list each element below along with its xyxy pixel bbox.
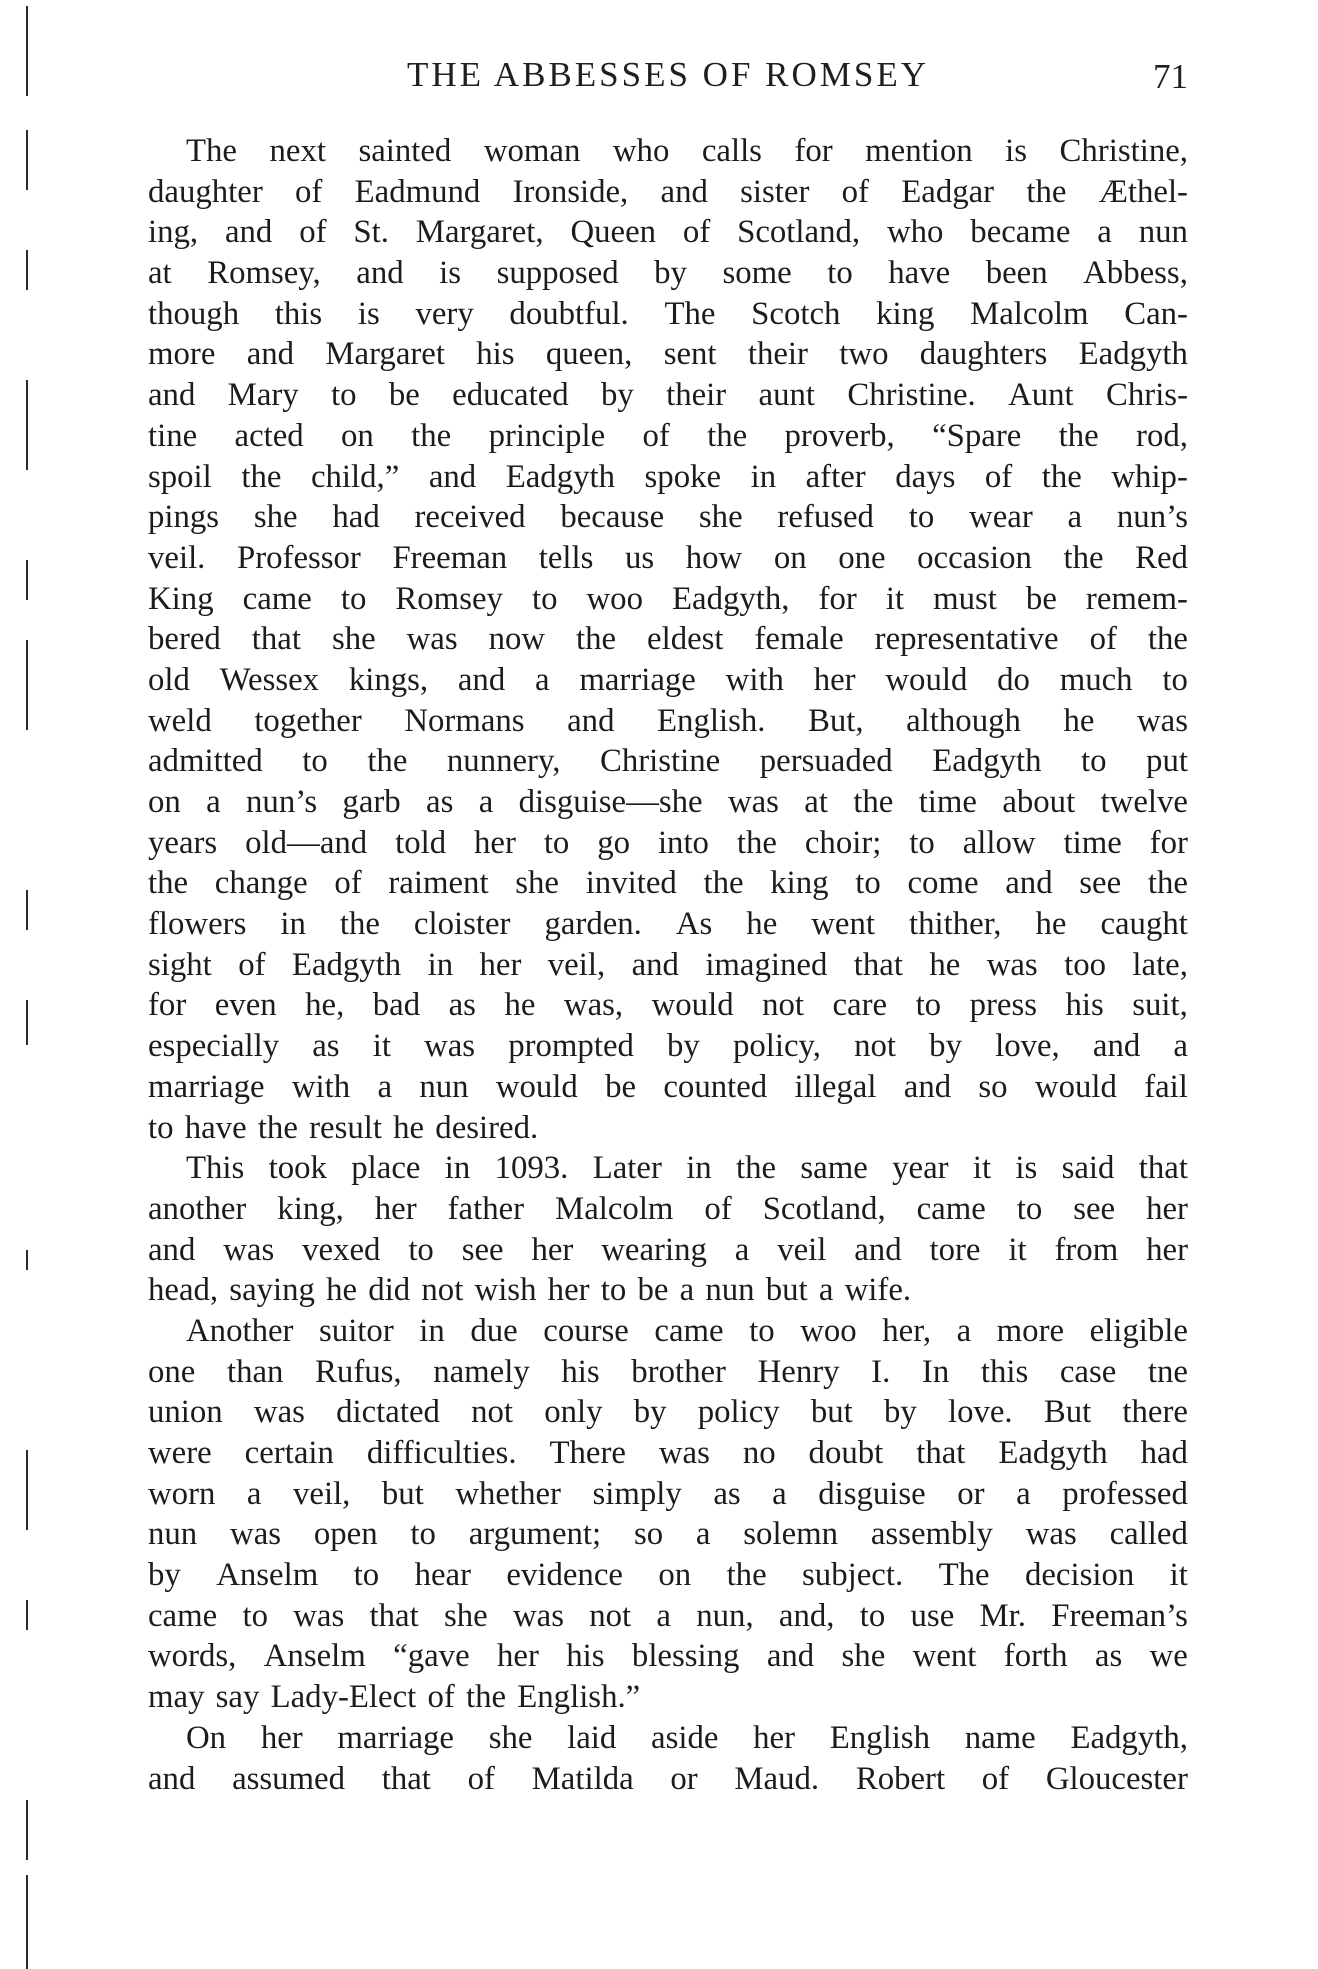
page-edge-mark bbox=[26, 1000, 28, 1045]
text-line: head, saying he did not wish her to be a nun but a wife. bbox=[148, 1272, 912, 1309]
text-line: especially as it was prompted by policy, not by love, and a bbox=[148, 1028, 1188, 1065]
text-line: The next sainted woman who calls for mention is Christine, bbox=[186, 133, 1188, 169]
text-line: flowers in the cloister garden. As he went thither, he caught bbox=[148, 906, 1188, 943]
text-line: worn a veil, but whether simply as a disguise or a professed bbox=[148, 1475, 1188, 1512]
text-line: the change of raiment she invited the king to come and see the bbox=[148, 865, 1188, 902]
text-line: This took place in 1093. Later in the same year it is said that bbox=[186, 1150, 1188, 1187]
page-edge-mark bbox=[26, 250, 28, 290]
page-edge-mark bbox=[26, 1450, 28, 1530]
page-edge-mark bbox=[26, 1875, 28, 1969]
text-line: at Romsey, and is supposed by some to have been Abbess, bbox=[148, 255, 1188, 292]
text-line: Another suitor in due course came to woo her, a more eligible bbox=[186, 1312, 1188, 1349]
text-line: and was vexed to see her wearing a veil and tore it from her bbox=[148, 1231, 1188, 1268]
page-edge-mark bbox=[26, 1800, 28, 1860]
text-line: old Wessex kings, and a marriage with her would do much to bbox=[148, 661, 1188, 698]
text-line: may say Lady-Elect of the English.” bbox=[148, 1679, 641, 1716]
text-line: marriage with a nun would be counted illegal and so would fail bbox=[148, 1068, 1188, 1105]
text-line: years old—and told her to go into the choir; to allow time for bbox=[148, 824, 1188, 861]
text-line: more and Margaret his queen, sent their two daughters Eadgyth bbox=[148, 336, 1188, 373]
text-line: spoil the child,” and Eadgyth spoke in after days of the whip- bbox=[148, 458, 1188, 495]
body-text bbox=[148, 131, 1188, 1799]
text-line: nun was open to argument; so a solemn assembly was called bbox=[148, 1516, 1188, 1553]
text-line: to have the result he desired. bbox=[148, 1109, 539, 1146]
text-line: one than Rufus, namely his brother Henry I. In this case tne bbox=[148, 1353, 1188, 1390]
page-edge-mark bbox=[26, 1600, 28, 1630]
text-line: were certain difficulties. There was no doubt that Eadgyth had bbox=[148, 1435, 1188, 1471]
text-line: words, Anselm “gave her his blessing and she went forth as we bbox=[148, 1638, 1188, 1675]
running-title: THE ABBESSES OF ROMSEY bbox=[406, 55, 930, 94]
text-line: on a nun’s garb as a disguise—she was at the time about twelve bbox=[148, 784, 1188, 820]
text-line: tine acted on the principle of the proverb, “Spare the rod, bbox=[148, 417, 1188, 454]
text-line: ing, and of St. Margaret, Queen of Scotland, who became a nun bbox=[148, 214, 1188, 251]
text-line: weld together Normans and English. But, although he was bbox=[148, 702, 1188, 739]
page-edge-mark bbox=[26, 1250, 28, 1270]
text-line: bered that she was now the eldest female representative of the bbox=[148, 621, 1188, 658]
text-line: by Anselm to hear evidence on the subject. The decision it bbox=[148, 1557, 1188, 1594]
text-line: came to was that she was not a nun, and, to use Mr. Freeman’s bbox=[148, 1597, 1188, 1634]
text-line: though this is very doubtful. The Scotch king Malcolm Can- bbox=[148, 295, 1188, 332]
text-line: On her marriage she laid aside her English name Eadgyth, bbox=[186, 1719, 1188, 1756]
text-line: sight of Eadgyth in her veil, and imagined that he was too late, bbox=[148, 946, 1188, 983]
page-edge-mark bbox=[26, 380, 28, 470]
page-edge-mark bbox=[26, 130, 28, 190]
text-line: for even he, bad as he was, would not care to press his suit, bbox=[148, 987, 1188, 1024]
page-edge-mark bbox=[26, 6, 28, 96]
page-edge-mark bbox=[26, 560, 28, 600]
text-line: daughter of Eadmund Ironside, and sister of Eadgar the Æthel- bbox=[148, 173, 1188, 210]
text-line: and Mary to be educated by their aunt Christine. Aunt Chris- bbox=[148, 377, 1188, 414]
text-line: veil. Professor Freeman tells us how on one occasion the Red bbox=[148, 539, 1188, 576]
text-line: pings she had received because she refused to wear a nun’s bbox=[148, 499, 1188, 536]
page-header bbox=[148, 55, 1188, 105]
text-line: union was dictated not only by policy but by love. But there bbox=[148, 1394, 1188, 1431]
text-line: and assumed that of Matilda or Maud. Robert of Gloucester bbox=[148, 1760, 1188, 1797]
page-number: 71 bbox=[1153, 57, 1188, 96]
text-line: admitted to the nunnery, Christine persuaded Eadgyth to put bbox=[148, 743, 1188, 780]
text-line: King came to Romsey to woo Eadgyth, for it must be remem- bbox=[148, 580, 1188, 617]
page-edge-mark bbox=[26, 890, 28, 930]
page-edge-mark bbox=[26, 640, 28, 730]
text-line: another king, her father Malcolm of Scotland, came to see her bbox=[148, 1190, 1188, 1227]
